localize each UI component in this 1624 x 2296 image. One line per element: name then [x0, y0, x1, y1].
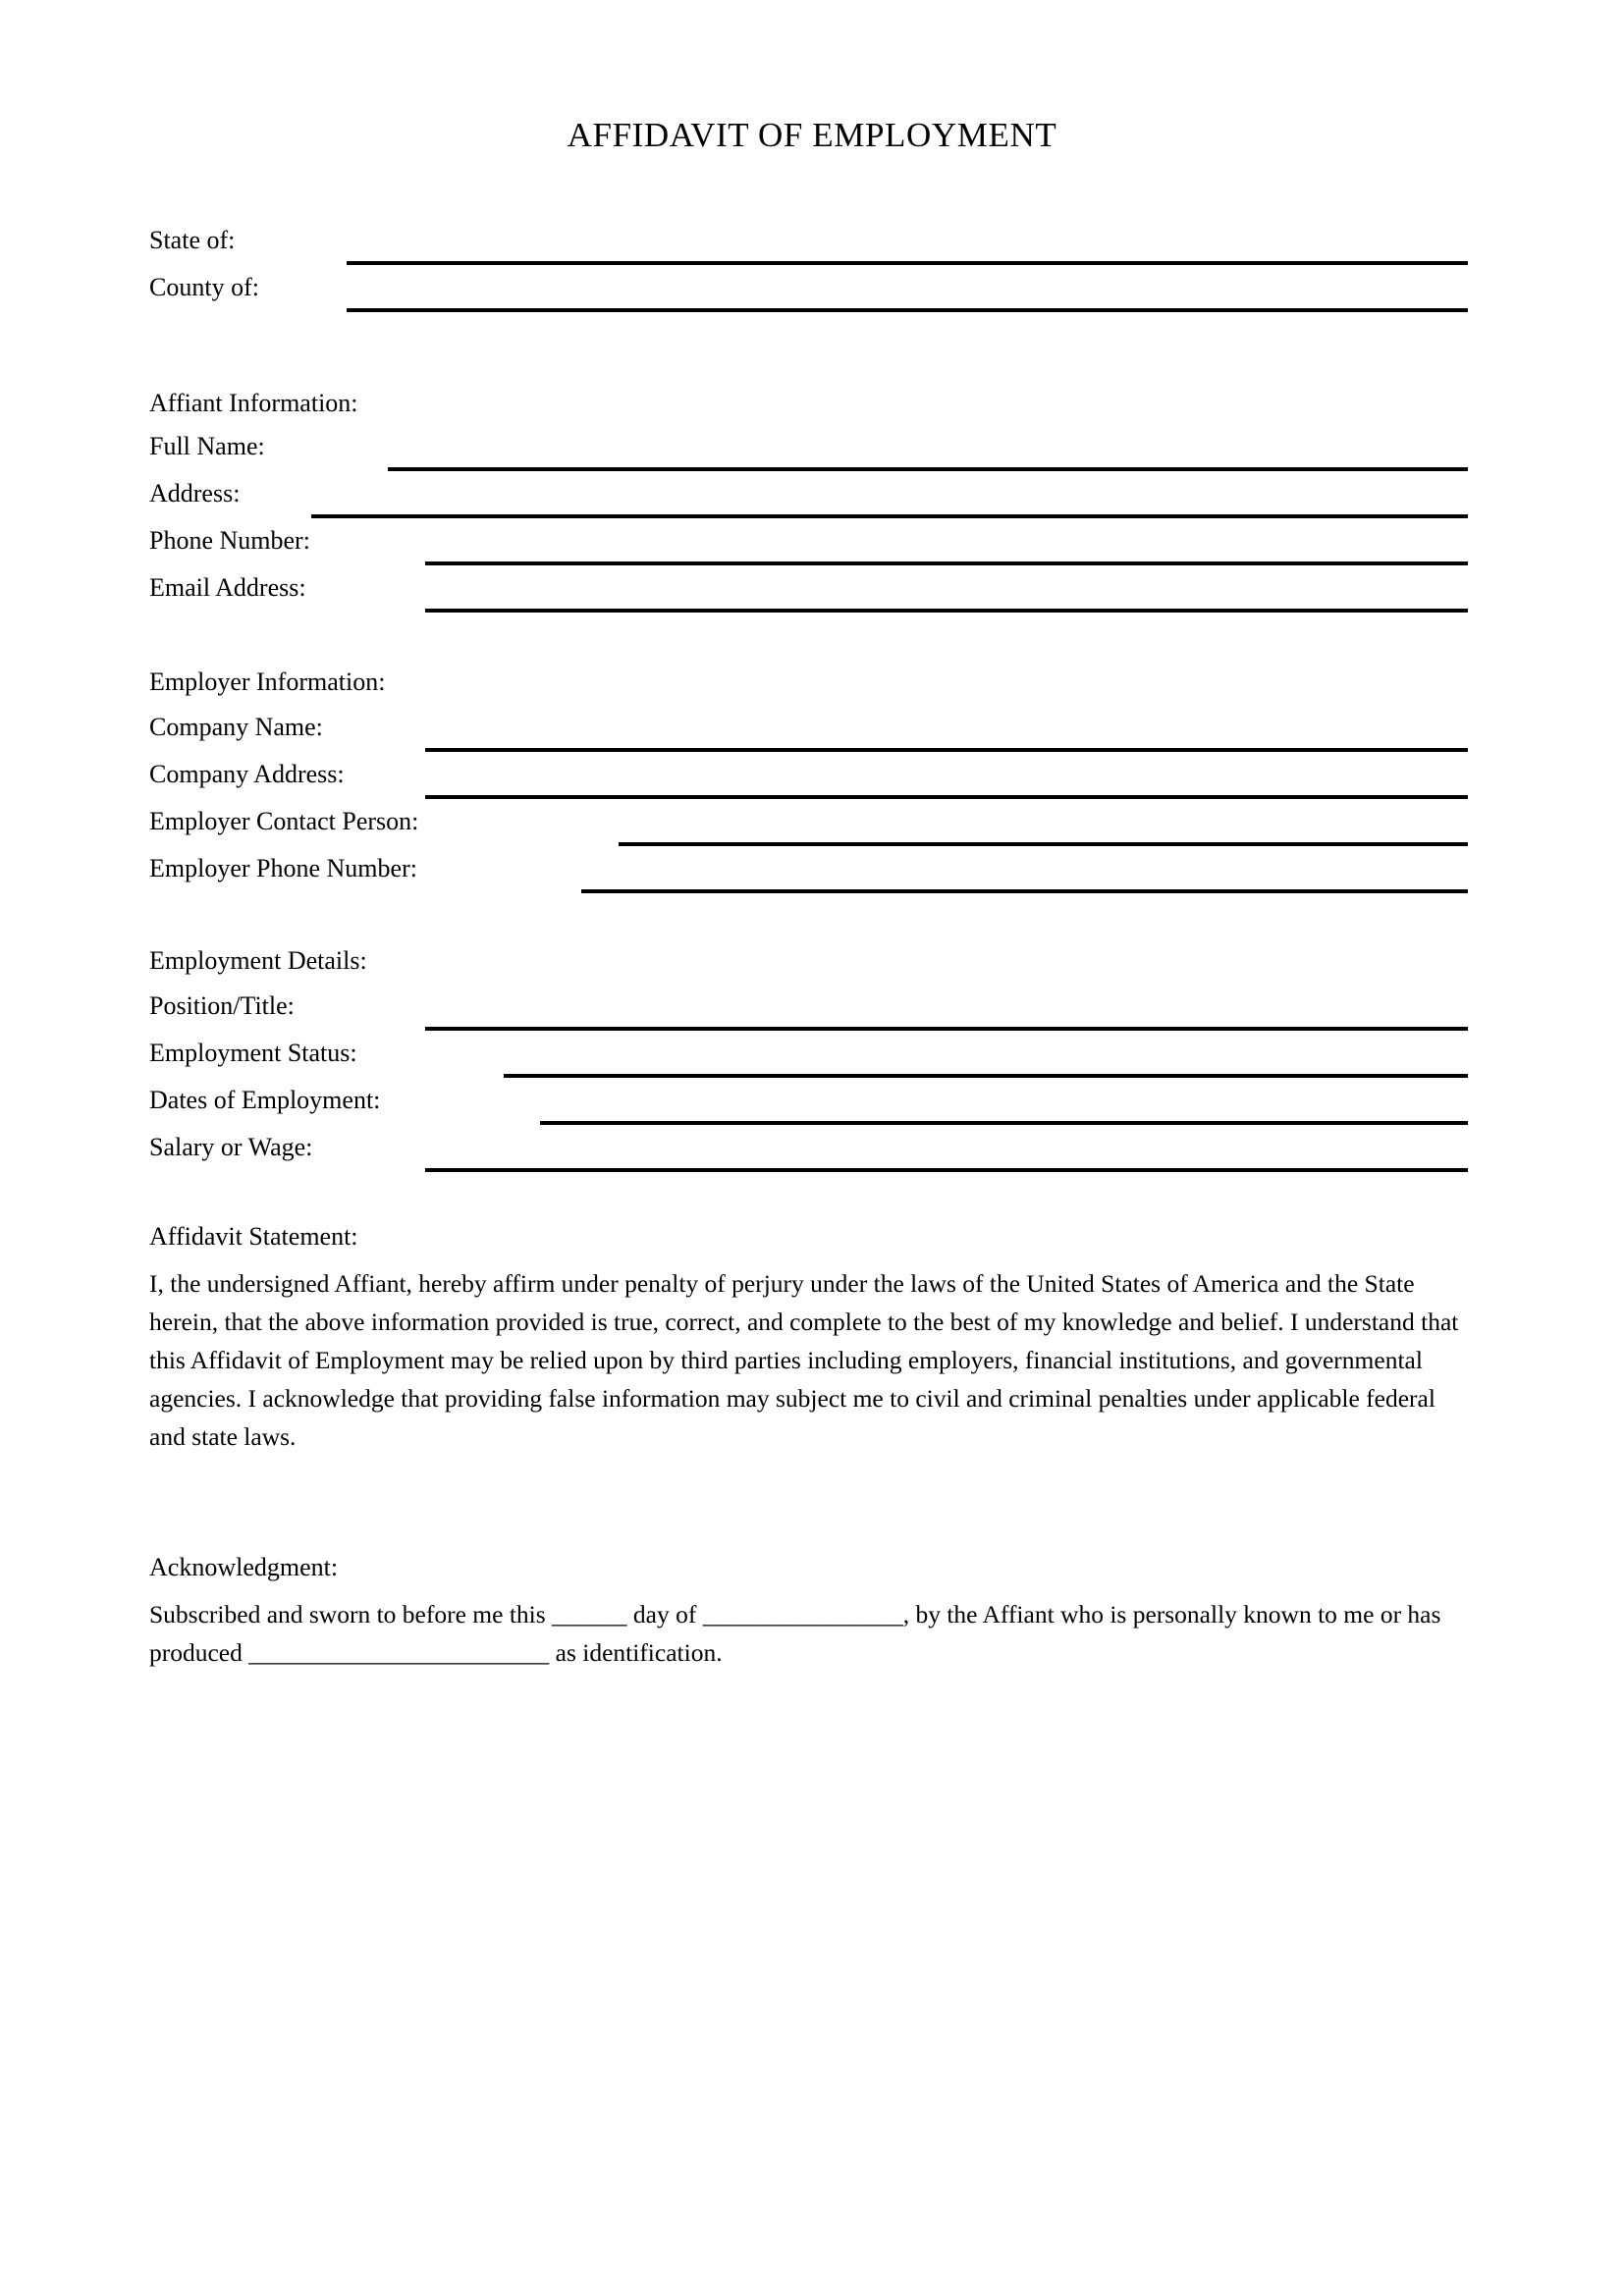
field-rule-position-title[interactable] — [425, 1027, 1468, 1031]
field-label-position-title: Position/Title: — [149, 991, 295, 1020]
field-rule-state-of[interactable] — [347, 261, 1468, 265]
field-rule-employment-status[interactable] — [504, 1074, 1468, 1078]
field-row-employment-status — [149, 1037, 1624, 1084]
section-heading-affiant-information: Affiant Information: — [149, 389, 358, 417]
field-row-state-of — [149, 224, 1624, 271]
field-row-company-name — [149, 711, 1624, 758]
field-row-employer-contact-person — [149, 805, 1624, 852]
affidavit-statement-text: I, the undersigned Affiant, hereby affirm under penalty of perjury under the laws of the United States of America and the State herein, that the above information provided is true, correct, and complete to the best of my knowledge and belief. I understand that this Affidavit of Employment may be relied upon by third parties including employers, financial institutions, and governmental agencies. I acknowledge that providing false information may subject me to civil and criminal penalties under applicable federal and state laws. — [149, 1269, 1459, 1451]
field-label-salary-or-wage: Salary or Wage: — [149, 1133, 313, 1161]
page-title: AFFIDAVIT OF EMPLOYMENT — [567, 116, 1057, 154]
field-label-company-name: Company Name: — [149, 713, 323, 741]
field-rule-county-of[interactable] — [347, 308, 1468, 312]
field-row-position-title — [149, 989, 1624, 1037]
field-rule-company-name[interactable] — [425, 748, 1468, 752]
field-row-company-address — [149, 758, 1624, 805]
field-rule-dates-of-employment[interactable] — [540, 1121, 1468, 1125]
field-label-employer-phone-number: Employer Phone Number: — [149, 854, 417, 882]
field-label-county-of: County of: — [149, 273, 259, 301]
field-label-email-address: Email Address: — [149, 573, 306, 602]
field-rule-company-address[interactable] — [425, 795, 1468, 799]
field-row-employer-phone-number — [149, 852, 1624, 899]
field-rule-phone-number[interactable] — [425, 561, 1468, 565]
field-row-phone-number — [149, 524, 1624, 571]
section-heading-acknowledgment: Acknowledgment: — [149, 1553, 339, 1581]
field-label-full-name: Full Name: — [149, 432, 265, 460]
field-rule-salary-or-wage[interactable] — [425, 1168, 1468, 1172]
section-heading-employer-information: Employer Information: — [149, 667, 386, 696]
field-row-salary-or-wage — [149, 1131, 1624, 1178]
field-label-dates-of-employment: Dates of Employment: — [149, 1086, 381, 1114]
section-heading-employment-details: Employment Details: — [149, 946, 367, 975]
acknowledgment-text: Subscribed and sworn to before me this ______ day of ________________, by the Affiant who is personally known to me or has produced ________________________ as identification. — [149, 1600, 1441, 1667]
field-rule-address[interactable] — [311, 514, 1468, 518]
field-label-employer-contact-person: Employer Contact Person: — [149, 807, 419, 835]
field-rule-email-address[interactable] — [425, 609, 1468, 613]
section-heading-affidavit-statement: Affidavit Statement: — [149, 1222, 358, 1251]
acknowledgment-body — [149, 1595, 1466, 1672]
field-row-address — [149, 477, 1624, 524]
field-row-full-name — [149, 430, 1624, 477]
field-label-phone-number: Phone Number: — [149, 526, 310, 555]
field-rule-employer-phone-number[interactable] — [581, 889, 1468, 893]
field-label-state-of: State of: — [149, 226, 236, 254]
field-row-email-address — [149, 571, 1624, 618]
field-label-company-address: Company Address: — [149, 760, 345, 788]
field-label-address: Address: — [149, 479, 241, 507]
field-rule-full-name[interactable] — [388, 467, 1468, 471]
affidavit-statement-body — [149, 1264, 1466, 1456]
field-row-county-of — [149, 271, 1624, 318]
field-row-dates-of-employment — [149, 1084, 1624, 1131]
field-rule-employer-contact-person[interactable] — [619, 842, 1468, 846]
field-label-employment-status: Employment Status: — [149, 1039, 357, 1067]
